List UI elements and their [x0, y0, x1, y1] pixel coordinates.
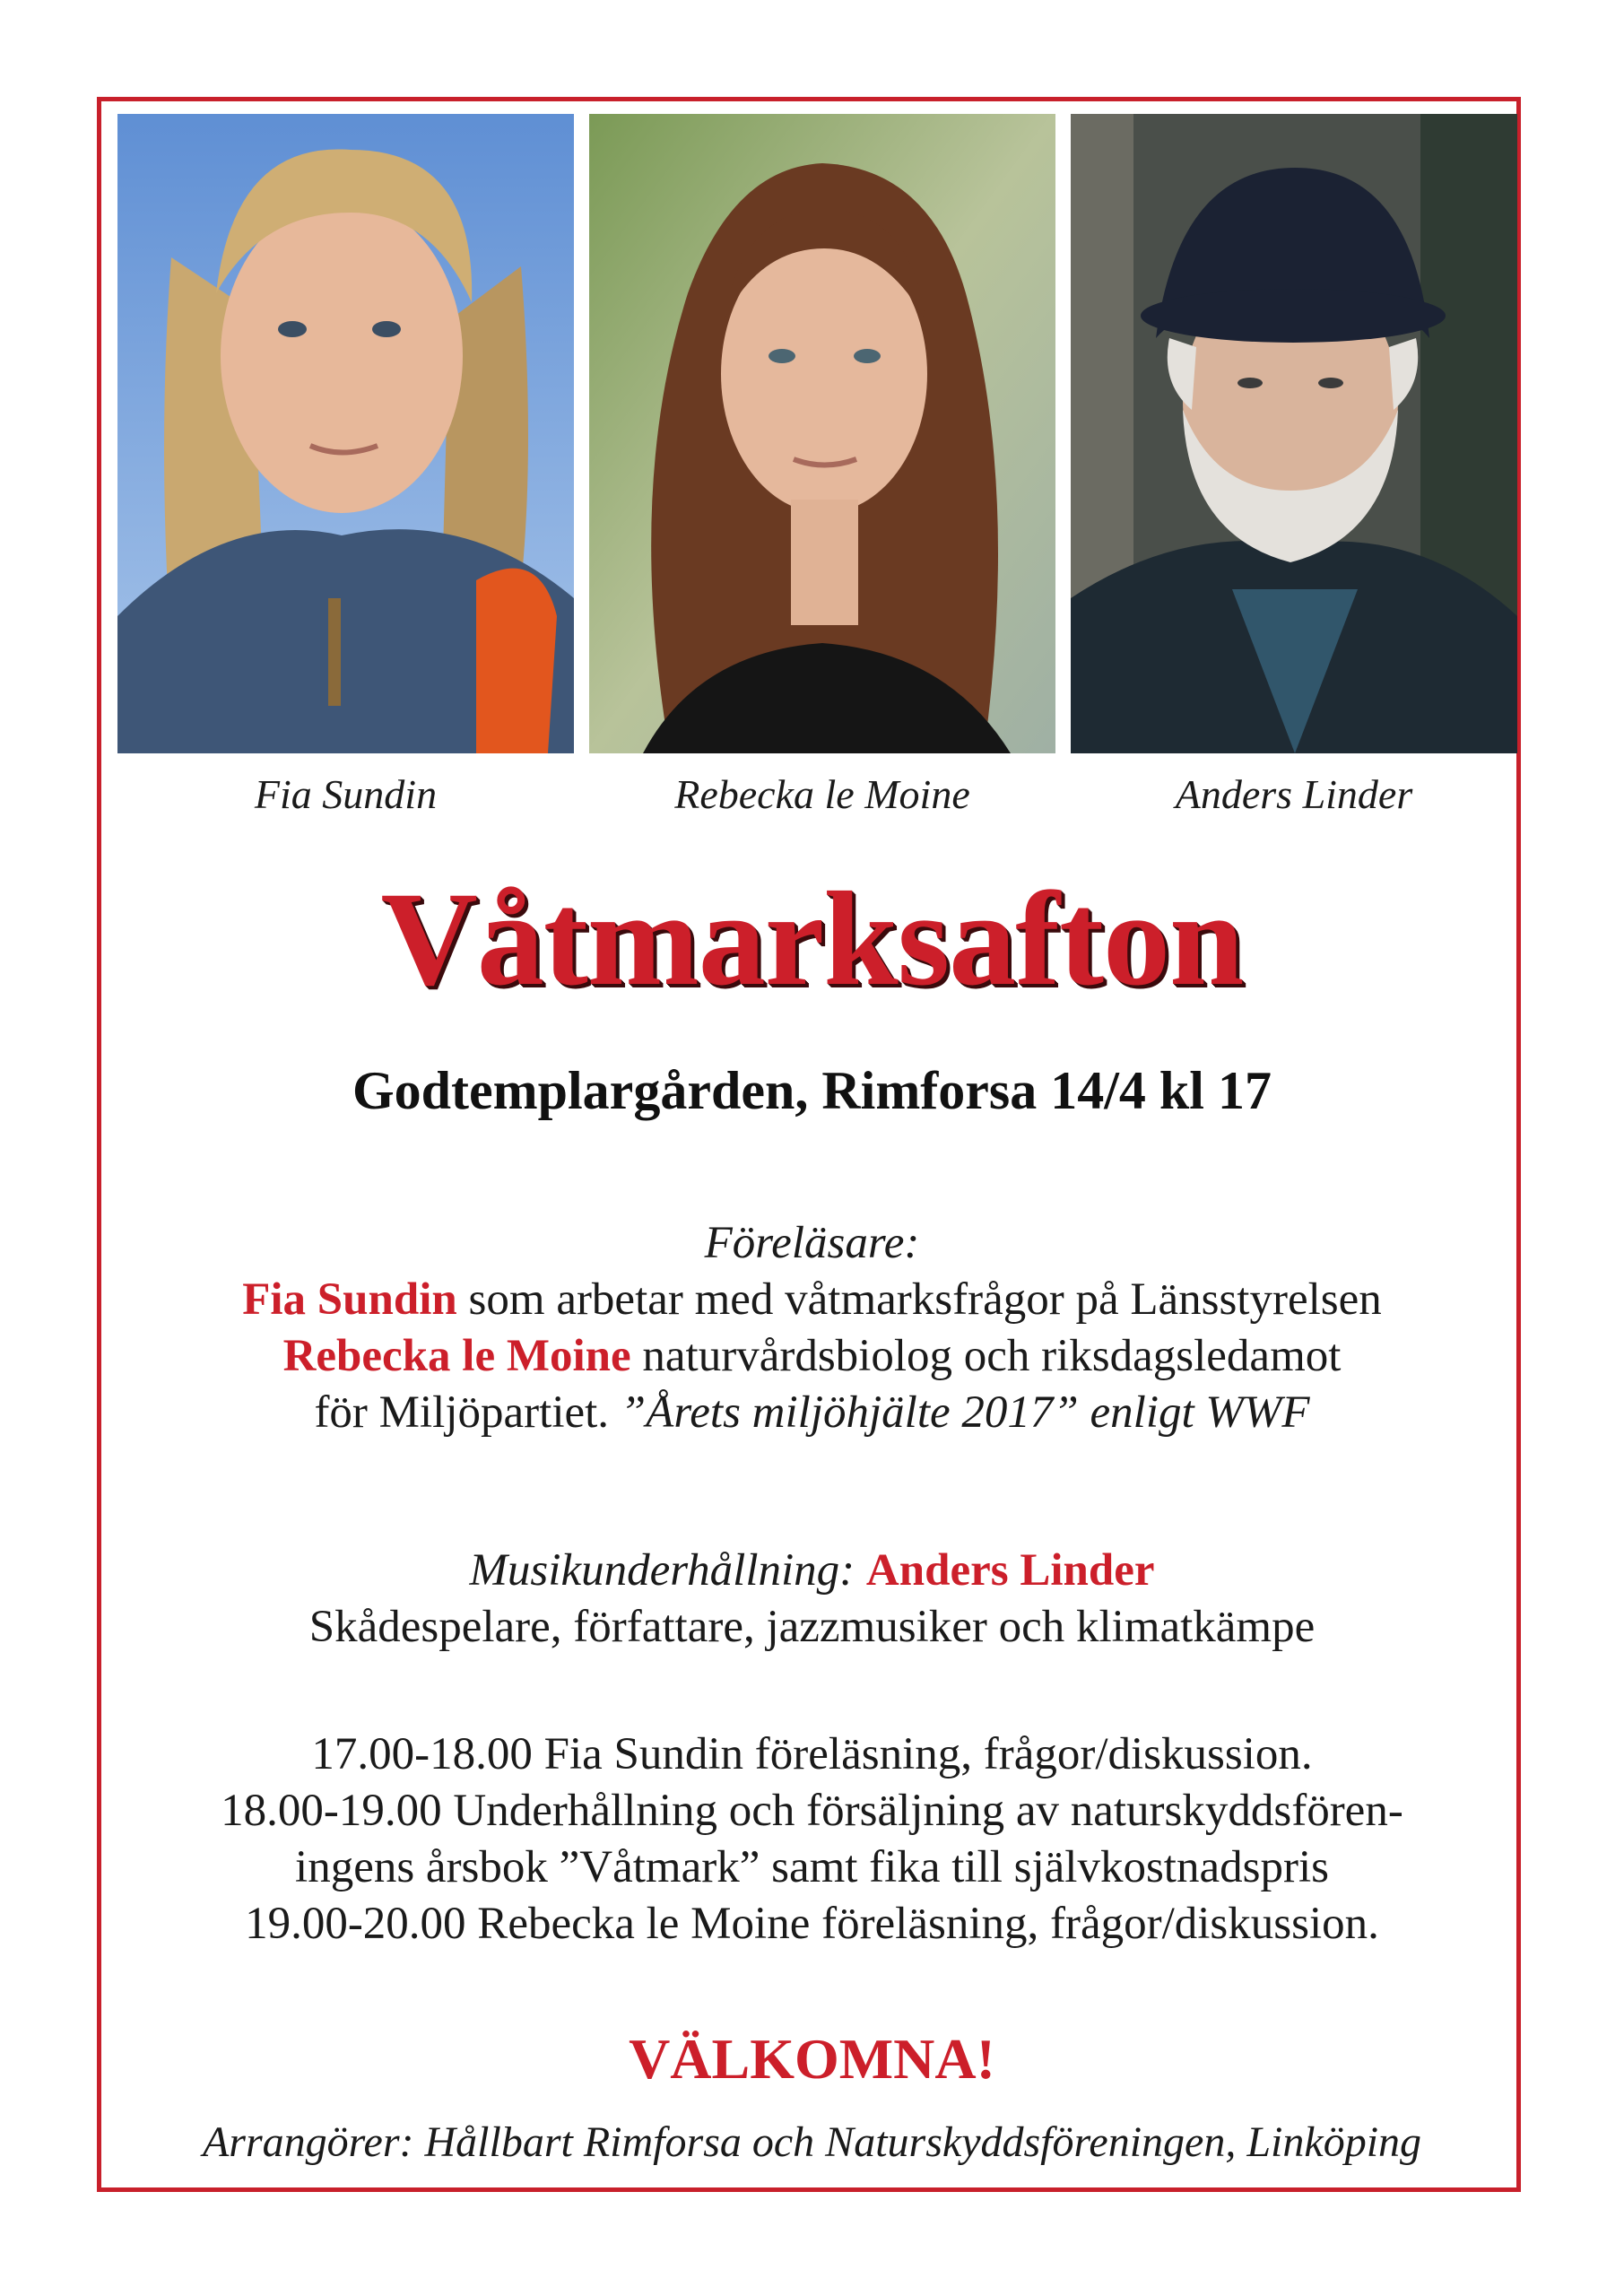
speaker-caption: Fia Sundin — [254, 771, 438, 817]
portrait-image — [117, 114, 574, 753]
lecturer-description: för Miljöpartiet. — [314, 1387, 621, 1438]
lecturer-description: naturvårdsbiolog och riksdagsledamot — [630, 1331, 1342, 1381]
lecturers-section — [108, 1215, 1516, 1441]
music-heading-line — [108, 1543, 1516, 1599]
music-section — [108, 1543, 1516, 1656]
speaker-photo-rebecka-le-moine — [589, 114, 1055, 753]
lecturer-rebecka-line — [108, 1328, 1516, 1385]
schedule-line: 19.00-20.00 Rebecka le Moine föreläsning, frågor/diskussion. — [245, 1899, 1379, 1949]
portrait-image — [589, 114, 1055, 753]
event-title: Våtmarksafton — [380, 865, 1244, 1013]
speaker-photo-fia-sundin — [117, 114, 574, 753]
portrait-image — [1071, 114, 1517, 753]
welcome-text: VÄLKOMNA! — [629, 2027, 995, 2091]
lecturers-heading: Föreläsare: — [704, 1218, 920, 1268]
lecturer-name: Fia Sundin — [242, 1274, 457, 1325]
speaker-caption: Rebecka le Moine — [674, 771, 970, 817]
schedule-section — [108, 1726, 1516, 1952]
award-note: ”Årets miljöhjälte 2017” enligt WWF — [620, 1387, 1310, 1438]
lecturer-rebecka-line-2 — [108, 1385, 1516, 1441]
schedule-line: 18.00-19.00 Underhållning och försäljning av naturskyddsfören- — [221, 1786, 1403, 1836]
organizers-text: Arrangörer: Hållbart Rimforsa och Naturskyddsföreningen, Linköping — [202, 2118, 1422, 2166]
speaker-caption: Anders Linder — [1175, 771, 1413, 817]
lecturer-fia-line — [108, 1272, 1516, 1328]
speaker-photo-anders-linder — [1071, 114, 1517, 753]
musician-description: Skådespelare, författare, jazzmusiker och klimatkämpe — [308, 1602, 1316, 1652]
music-heading: Musikunderhållning: — [469, 1545, 866, 1596]
schedule-line: 17.00-18.00 Fia Sundin föreläsning, frågor/diskussion. — [311, 1729, 1313, 1779]
lecturer-name: Rebecka le Moine — [282, 1331, 631, 1381]
event-venue-date: Godtemplargården, Rimforsa 14/4 kl 17 — [352, 1061, 1272, 1120]
schedule-line: ingens årsbok ”Våtmark” samt fika till självkostnadspris — [295, 1842, 1329, 1892]
lecturer-description: som arbetar med våtmarksfrågor på Länsstyrelsen — [456, 1274, 1382, 1325]
musician-name: Anders Linder — [865, 1545, 1155, 1596]
